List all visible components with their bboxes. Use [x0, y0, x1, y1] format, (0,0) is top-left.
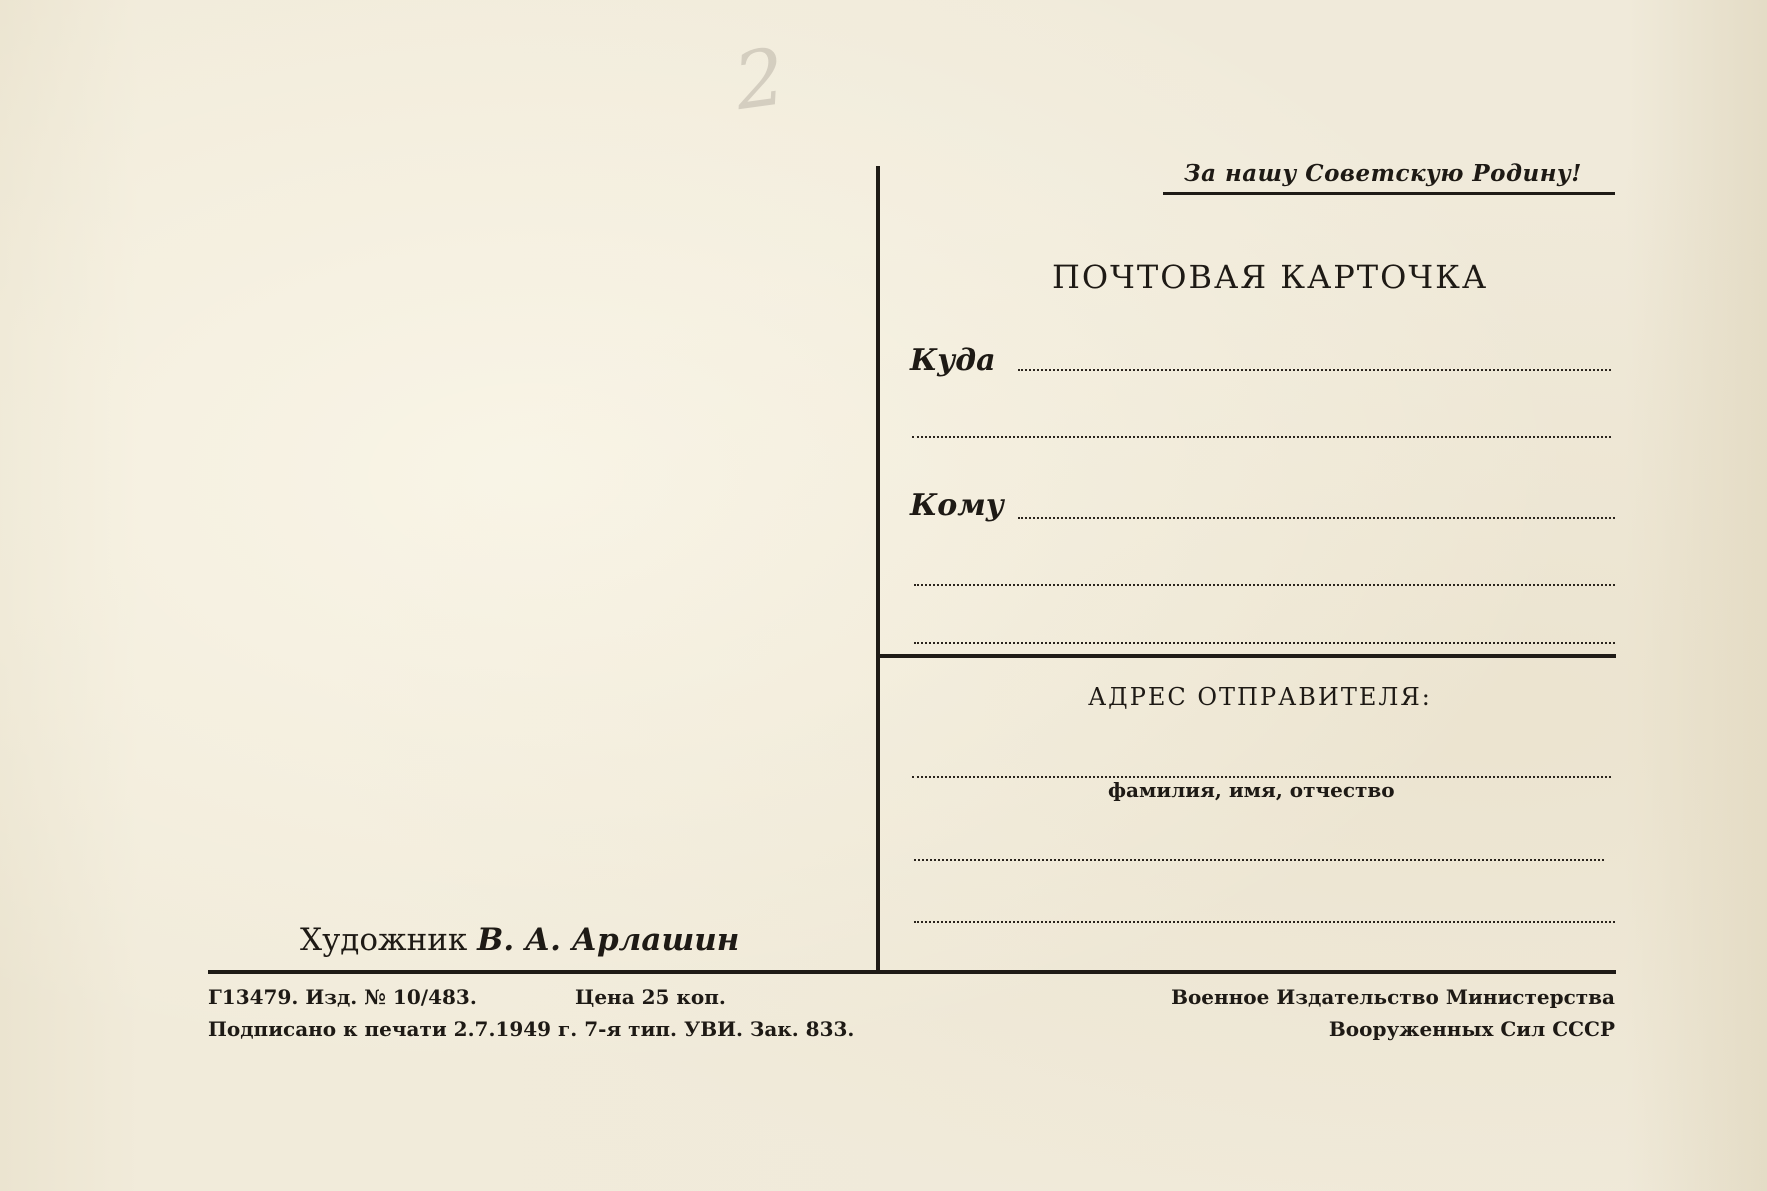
sender-address-line-1[interactable]	[914, 859, 1604, 861]
bottom-rule-line	[208, 970, 1616, 974]
imprint-code: Г13479. Изд. № 10/483.	[208, 985, 477, 1009]
sender-address-title: АДРЕС ОТПРАВИТЕЛЯ:	[1088, 683, 1432, 711]
publisher-line-1: Военное Издательство Министерства	[1171, 985, 1615, 1009]
center-divider-line	[876, 166, 880, 973]
publisher-line-2: Вооруженных Сил СССР	[1328, 1017, 1615, 1041]
artist-name: В. А. Арлашин	[477, 922, 740, 958]
artist-prefix: Художник	[300, 922, 468, 958]
to-where-line-2[interactable]	[912, 436, 1611, 438]
to-whom-line-1[interactable]	[1018, 517, 1615, 519]
to-whom-label: Кому	[910, 488, 1004, 523]
slogan: За нашу Советскую Родину!	[1184, 160, 1582, 187]
to-whom-line-2[interactable]	[914, 584, 1615, 586]
to-whom-line-3[interactable]	[914, 642, 1615, 644]
artist-credit	[300, 922, 739, 958]
postcard-title: ПОЧТОВАЯ КАРТОЧКА	[1052, 258, 1489, 296]
sender-name-caption: фамилия, имя, отчество	[1108, 778, 1395, 802]
slogan-underline	[1163, 192, 1615, 195]
sender-divider-line	[880, 654, 1616, 658]
pencil-mark: 2	[728, 31, 791, 129]
sender-address-line-2[interactable]	[914, 921, 1615, 923]
imprint-print-info: Подписано к печати 2.7.1949 г. 7-я тип. УВИ. Зак. 833.	[208, 1017, 855, 1041]
imprint-price: Цена 25 коп.	[575, 985, 726, 1009]
to-where-line-1[interactable]	[1018, 369, 1611, 371]
to-where-label: Куда	[910, 343, 996, 378]
